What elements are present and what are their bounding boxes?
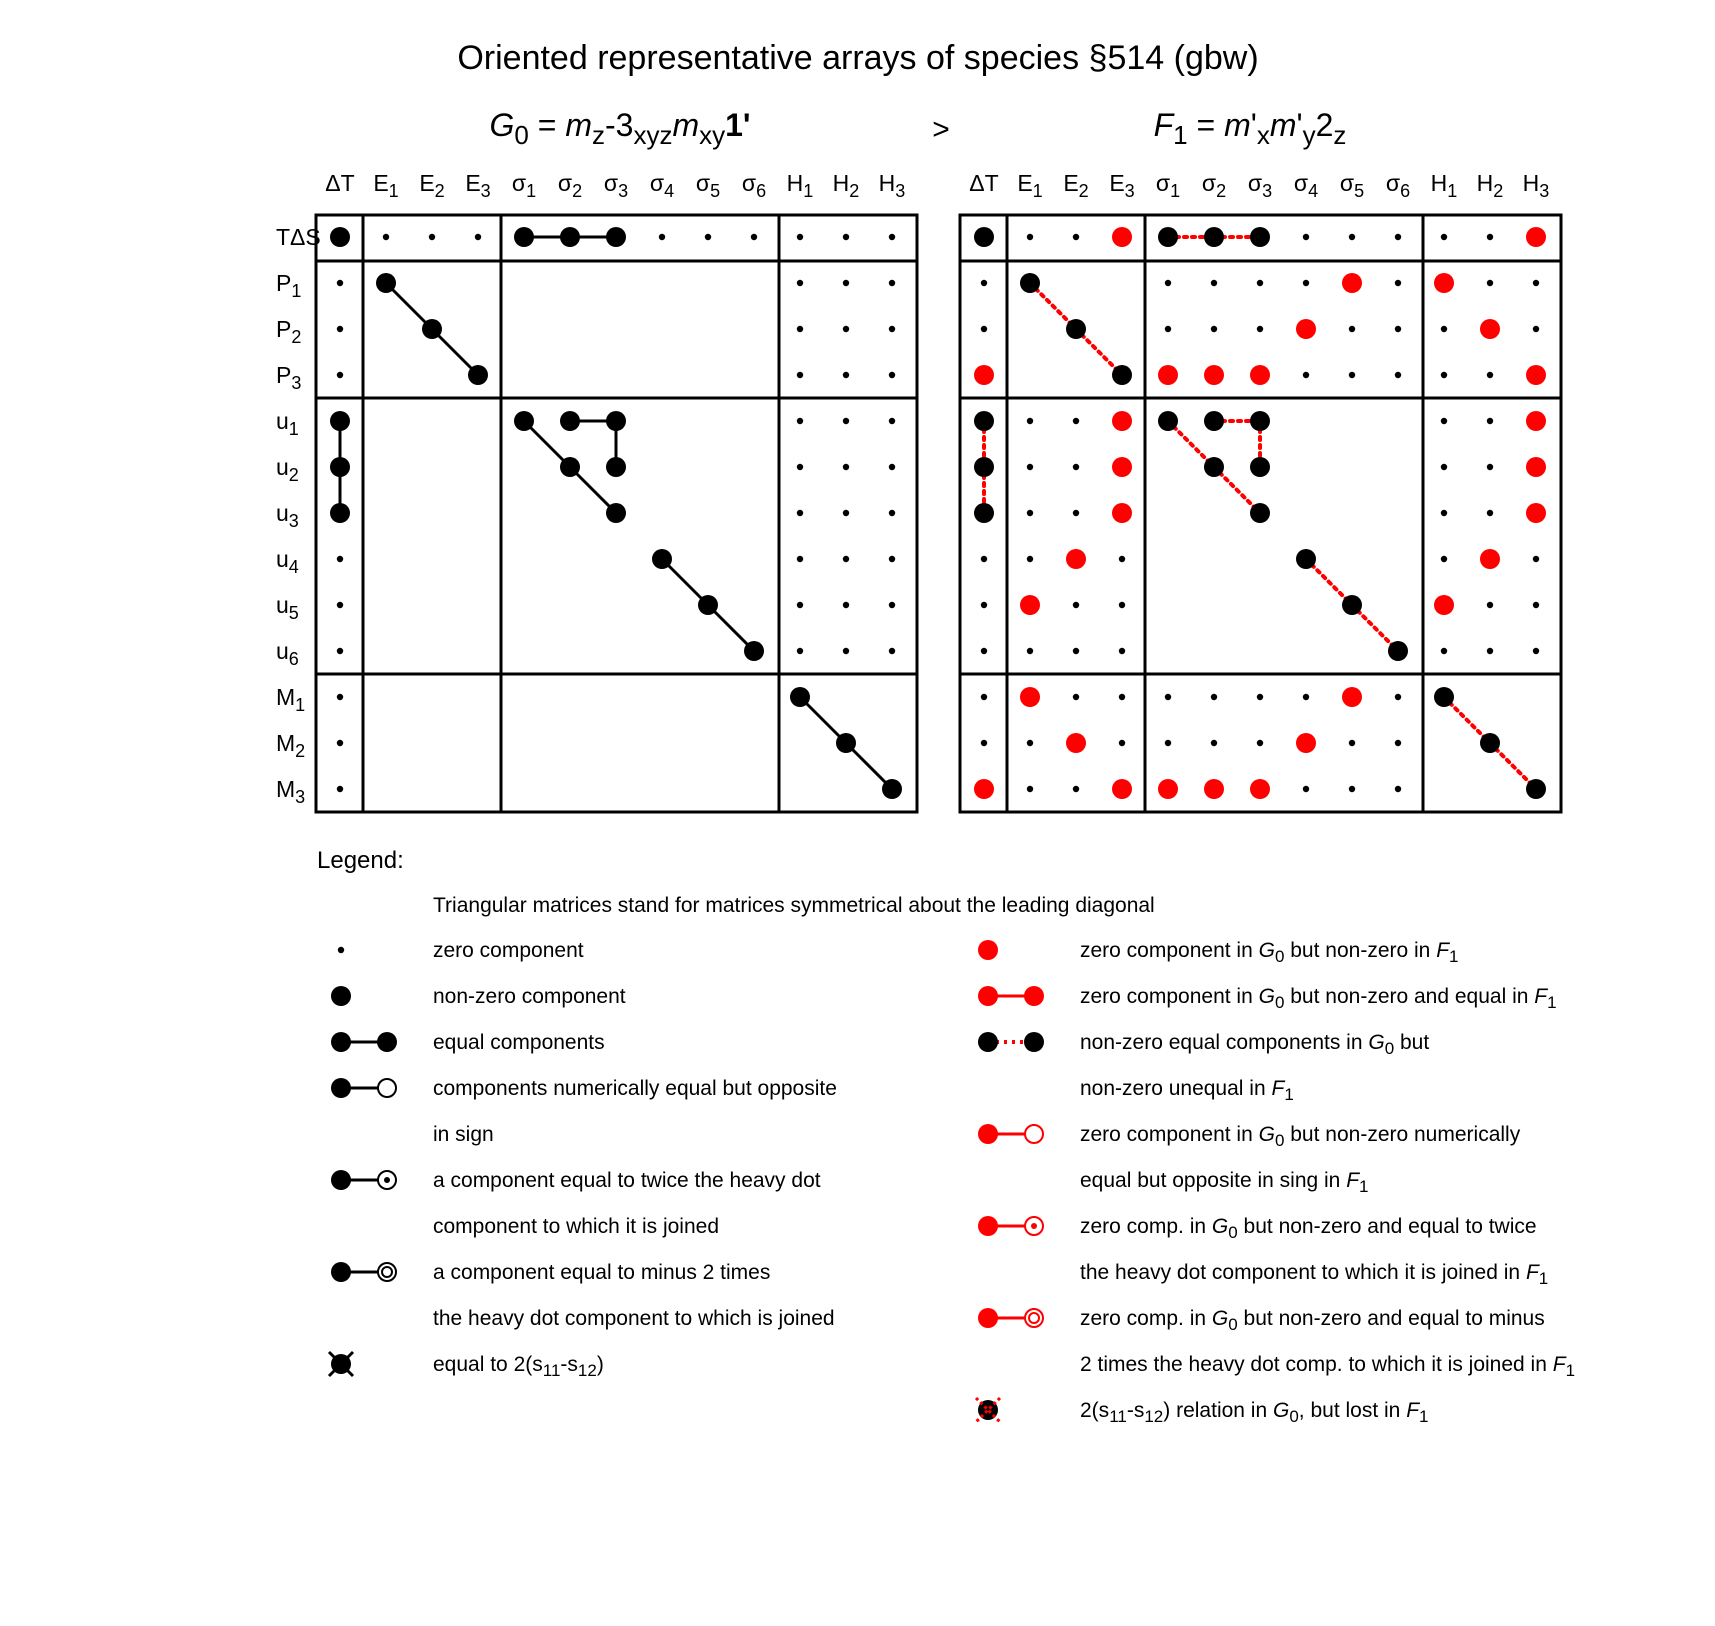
group-relation-symbol: > xyxy=(932,113,950,146)
right-matrix-zero-dot xyxy=(1487,510,1493,516)
right-matrix-zero-dot xyxy=(1441,234,1447,240)
right-matrix-zero-dot xyxy=(1165,740,1171,746)
left-matrix-nonzero-dot xyxy=(330,411,350,431)
right-matrix-col-label: E3 xyxy=(1109,170,1135,201)
right-matrix-zero-dot xyxy=(1073,602,1079,608)
right-matrix-zero-dot xyxy=(1349,786,1355,792)
right-group-formula xyxy=(1154,107,1347,150)
legend-center-dot xyxy=(1031,1223,1037,1229)
legend-heavy-dot xyxy=(1024,1032,1044,1052)
left-matrix-zero-dot xyxy=(889,280,895,286)
left-matrix-col-label: E3 xyxy=(465,170,491,201)
left-matrix-zero-dot xyxy=(843,648,849,654)
right-matrix-col-label: E2 xyxy=(1063,170,1089,201)
row-label: P3 xyxy=(276,362,302,393)
right-matrix-zero-dot xyxy=(1487,648,1493,654)
right-matrix xyxy=(960,170,1561,812)
legend-heavy-dot xyxy=(331,1078,351,1098)
left-matrix-col-label: σ2 xyxy=(557,170,583,201)
right-matrix-zero-dot xyxy=(1073,418,1079,424)
legend-heavy-dot xyxy=(331,986,351,1006)
right-matrix-nonzero-dot xyxy=(974,457,994,477)
right-matrix-zero-dot xyxy=(1533,648,1539,654)
legend-text: in sign xyxy=(433,1123,494,1146)
right-matrix-nonzero-dot xyxy=(1204,227,1224,247)
right-matrix-red-dot xyxy=(1434,273,1454,293)
right-matrix-nonzero-dot xyxy=(1250,457,1270,477)
right-matrix-red-dot xyxy=(1066,733,1086,753)
right-matrix-red-dot xyxy=(1250,365,1270,385)
legend-text: components numerically equal but opposite xyxy=(433,1077,837,1100)
right-matrix-zero-dot xyxy=(1027,786,1033,792)
right-matrix-red-dot xyxy=(1020,595,1040,615)
left-matrix-nonzero-dot xyxy=(514,411,534,431)
right-matrix-col-label: σ3 xyxy=(1247,170,1273,201)
row-label: TΔS xyxy=(276,224,321,250)
right-matrix-nonzero-dot xyxy=(1342,595,1362,615)
right-matrix-nonzero-dot xyxy=(1296,549,1316,569)
right-matrix-red-dot xyxy=(1526,365,1546,385)
right-matrix-zero-dot xyxy=(1119,740,1125,746)
left-matrix-nonzero-dot xyxy=(836,733,856,753)
right-matrix-col-label: H3 xyxy=(1522,170,1550,201)
right-matrix-zero-dot xyxy=(1487,280,1493,286)
right-matrix-red-dot xyxy=(1112,457,1132,477)
right-matrix-zero-dot xyxy=(1165,694,1171,700)
right-matrix-zero-dot xyxy=(1165,326,1171,332)
diagram-title: Oriented representative arrays of species §514 (gbw) xyxy=(457,39,1259,77)
right-matrix-zero-dot xyxy=(1303,280,1309,286)
right-matrix-zero-dot xyxy=(981,694,987,700)
right-matrix-col-label: E1 xyxy=(1017,170,1043,201)
left-matrix-zero-dot xyxy=(337,326,343,332)
legend-text: 2(s11-s12) relation in G0, but lost in F1 xyxy=(1080,1399,1429,1427)
left-matrix-nonzero-dot xyxy=(422,319,442,339)
right-matrix-zero-dot xyxy=(1303,372,1309,378)
left-matrix-col-label: σ5 xyxy=(695,170,721,201)
right-matrix-zero-dot xyxy=(1533,326,1539,332)
left-matrix-col-label: σ4 xyxy=(649,170,675,201)
right-matrix-zero-dot xyxy=(1073,510,1079,516)
left-matrix-zero-dot xyxy=(797,648,803,654)
right-matrix-nonzero-dot xyxy=(1388,641,1408,661)
right-matrix-col-label: σ4 xyxy=(1293,170,1319,201)
right-matrix-col-label: ΔT xyxy=(969,170,999,196)
left-matrix-zero-dot xyxy=(797,418,803,424)
left-matrix-col-label: σ3 xyxy=(603,170,629,201)
right-matrix-zero-dot xyxy=(981,648,987,654)
left-matrix-zero-dot xyxy=(843,372,849,378)
right-matrix-nonzero-dot xyxy=(1020,273,1040,293)
left-matrix-nonzero-dot xyxy=(698,595,718,615)
legend-text: a component equal to minus 2 times xyxy=(433,1261,771,1284)
left-matrix-zero-dot xyxy=(337,602,343,608)
right-matrix-zero-dot xyxy=(1487,372,1493,378)
left-matrix-zero-dot xyxy=(843,326,849,332)
right-matrix-zero-dot xyxy=(1349,234,1355,240)
right-matrix-red-dot xyxy=(1526,457,1546,477)
right-matrix-zero-dot xyxy=(1027,418,1033,424)
right-matrix-zero-dot xyxy=(1027,234,1033,240)
legend-heavy-dot xyxy=(978,986,998,1006)
left-matrix-nonzero-dot xyxy=(330,503,350,523)
left-matrix-col-label: H1 xyxy=(786,170,814,201)
left-matrix-zero-dot xyxy=(383,234,389,240)
left-matrix-zero-dot xyxy=(337,556,343,562)
right-matrix-nonzero-dot xyxy=(1066,319,1086,339)
legend-text: zero comp. in G0 but non-zero and equal to twice xyxy=(1080,1215,1537,1243)
legend-heavy-dot xyxy=(978,1308,998,1328)
left-matrix-zero-dot xyxy=(843,556,849,562)
legend-heavy-dot xyxy=(377,1032,397,1052)
left-matrix-nonzero-dot xyxy=(744,641,764,661)
right-matrix-nonzero-dot xyxy=(1158,411,1178,431)
right-matrix-zero-dot xyxy=(1027,740,1033,746)
legend-text: the heavy dot component to which it is joined in F1 xyxy=(1080,1261,1549,1289)
left-matrix-col-label: H2 xyxy=(832,170,860,201)
left-matrix-zero-dot xyxy=(797,602,803,608)
right-matrix-zero-dot xyxy=(1487,234,1493,240)
right-matrix-zero-dot xyxy=(1395,280,1401,286)
right-matrix-zero-dot xyxy=(1073,234,1079,240)
right-matrix-zero-dot xyxy=(1533,556,1539,562)
left-matrix-zero-dot xyxy=(797,556,803,562)
row-label: M3 xyxy=(276,776,306,807)
right-matrix-zero-dot xyxy=(1257,740,1263,746)
right-matrix-red-dot xyxy=(1112,227,1132,247)
right-matrix-zero-dot xyxy=(1027,556,1033,562)
right-matrix-red-dot xyxy=(974,365,994,385)
right-matrix-zero-dot xyxy=(1395,326,1401,332)
left-matrix-zero-dot xyxy=(797,372,803,378)
legend-text: 2 times the heavy dot comp. to which it is joined in F1 xyxy=(1080,1353,1576,1381)
legend-heavy-dot xyxy=(331,1170,351,1190)
legend xyxy=(329,939,1575,1426)
left-matrix-col-label: σ1 xyxy=(511,170,537,201)
right-matrix-zero-dot xyxy=(1257,694,1263,700)
right-matrix-zero-dot xyxy=(1165,280,1171,286)
right-matrix-red-dot xyxy=(1480,549,1500,569)
right-matrix-col-label: σ2 xyxy=(1201,170,1227,201)
right-matrix-red-dot xyxy=(1158,779,1178,799)
right-matrix-zero-dot xyxy=(1211,694,1217,700)
legend-heavy-dot xyxy=(1024,986,1044,1006)
left-matrix-col-label: E2 xyxy=(419,170,445,201)
right-matrix-nonzero-dot xyxy=(1250,227,1270,247)
legend-text: zero component in G0 but non-zero numerically xyxy=(1080,1123,1521,1151)
right-matrix-nonzero-dot xyxy=(1204,411,1224,431)
right-matrix-zero-dot xyxy=(1487,602,1493,608)
legend-heavy-dot xyxy=(331,1032,351,1052)
right-matrix-red-dot xyxy=(1158,365,1178,385)
right-matrix-nonzero-dot xyxy=(1158,227,1178,247)
right-matrix-zero-dot xyxy=(1395,694,1401,700)
legend-text: zero comp. in G0 but non-zero and equal to minus xyxy=(1080,1307,1545,1335)
left-matrix-nonzero-dot xyxy=(606,227,626,247)
right-matrix-zero-dot xyxy=(1441,648,1447,654)
left-matrix-col-label: H3 xyxy=(878,170,906,201)
right-matrix-zero-dot xyxy=(1441,372,1447,378)
right-matrix-col-label: H1 xyxy=(1430,170,1458,201)
left-matrix-zero-dot xyxy=(797,326,803,332)
right-matrix-zero-dot xyxy=(1441,464,1447,470)
left-matrix-col-label: ΔT xyxy=(325,170,355,196)
right-matrix-zero-dot xyxy=(1487,464,1493,470)
right-matrix-zero-dot xyxy=(981,740,987,746)
row-label: P1 xyxy=(276,270,302,301)
left-matrix-zero-dot xyxy=(429,234,435,240)
right-matrix-col-label: σ6 xyxy=(1385,170,1411,201)
right-matrix-nonzero-dot xyxy=(1250,411,1270,431)
right-matrix-red-dot xyxy=(1480,319,1500,339)
right-matrix-zero-dot xyxy=(1257,280,1263,286)
left-matrix-zero-dot xyxy=(797,510,803,516)
right-matrix-red-dot xyxy=(1204,779,1224,799)
right-matrix-zero-dot xyxy=(1441,418,1447,424)
legend-heavy-dot xyxy=(978,1032,998,1052)
left-matrix-zero-dot xyxy=(889,648,895,654)
legend-red-dot xyxy=(978,940,998,960)
right-matrix-red-dot xyxy=(1296,319,1316,339)
right-matrix-col-label: H2 xyxy=(1476,170,1504,201)
left-matrix-zero-dot xyxy=(475,234,481,240)
right-matrix-zero-dot xyxy=(1533,280,1539,286)
right-matrix-nonzero-dot xyxy=(974,227,994,247)
legend-text: zero component in G0 but non-zero and equal in F1 xyxy=(1080,985,1557,1013)
right-matrix-zero-dot xyxy=(1073,786,1079,792)
left-matrix-zero-dot xyxy=(843,602,849,608)
right-matrix-nonzero-dot xyxy=(1112,365,1132,385)
right-matrix-zero-dot xyxy=(1211,740,1217,746)
right-matrix-zero-dot xyxy=(1303,234,1309,240)
legend-text: zero component in G0 but non-zero in F1 xyxy=(1080,939,1459,967)
left-matrix-zero-dot xyxy=(797,464,803,470)
legend-heavy-dot xyxy=(978,1216,998,1236)
left-matrix-zero-dot xyxy=(337,648,343,654)
left-matrix-nonzero-dot xyxy=(560,411,580,431)
left-matrix-zero-dot xyxy=(337,786,343,792)
right-matrix-zero-dot xyxy=(1073,464,1079,470)
left-group-formula xyxy=(490,107,751,150)
right-matrix-zero-dot xyxy=(1303,694,1309,700)
row-label: u4 xyxy=(276,546,299,577)
left-matrix-zero-dot xyxy=(889,510,895,516)
right-matrix-red-dot xyxy=(1526,503,1546,523)
right-matrix-zero-dot xyxy=(1257,326,1263,332)
left-matrix-zero-dot xyxy=(843,234,849,240)
left-matrix-nonzero-dot xyxy=(790,687,810,707)
right-matrix-zero-dot xyxy=(1395,740,1401,746)
right-matrix-red-dot xyxy=(1342,687,1362,707)
right-matrix-red-dot xyxy=(1250,779,1270,799)
left-matrix-zero-dot xyxy=(843,418,849,424)
left-matrix-zero-dot xyxy=(889,326,895,332)
row-label: u2 xyxy=(276,454,299,485)
left-matrix xyxy=(276,170,917,812)
left-matrix-zero-dot xyxy=(659,234,665,240)
left-matrix-nonzero-dot xyxy=(560,227,580,247)
right-matrix-red-dot xyxy=(1112,503,1132,523)
legend-text: non-zero unequal in F1 xyxy=(1080,1077,1294,1105)
right-matrix-zero-dot xyxy=(1211,280,1217,286)
right-matrix-red-dot xyxy=(1526,227,1546,247)
right-matrix-zero-dot xyxy=(1303,786,1309,792)
left-matrix-nonzero-dot xyxy=(468,365,488,385)
left-matrix-zero-dot xyxy=(843,280,849,286)
right-matrix-red-dot xyxy=(1066,549,1086,569)
right-matrix-zero-dot xyxy=(981,280,987,286)
left-matrix-zero-dot xyxy=(889,234,895,240)
left-matrix-nonzero-dot xyxy=(560,457,580,477)
left-matrix-zero-dot xyxy=(337,372,343,378)
right-matrix-zero-dot xyxy=(1073,694,1079,700)
left-matrix-col-label: σ6 xyxy=(741,170,767,201)
right-matrix-zero-dot xyxy=(1027,510,1033,516)
left-matrix-zero-dot xyxy=(889,556,895,562)
right-matrix-zero-dot xyxy=(1073,648,1079,654)
left-formula-text: G0 = mz-3xyzmxy1' xyxy=(489,107,751,151)
left-matrix-zero-dot xyxy=(337,280,343,286)
left-matrix-nonzero-dot xyxy=(330,227,350,247)
right-matrix-zero-dot xyxy=(1395,786,1401,792)
legend-text: non-zero equal components in G0 but xyxy=(1080,1031,1430,1059)
legend-heavy-dot xyxy=(978,1124,998,1144)
legend-center-dot xyxy=(384,1177,390,1183)
left-matrix-nonzero-dot xyxy=(606,457,626,477)
right-matrix-red-dot xyxy=(1296,733,1316,753)
right-matrix-nonzero-dot xyxy=(1250,503,1270,523)
row-label: M2 xyxy=(276,730,306,761)
right-matrix-zero-dot xyxy=(1395,372,1401,378)
legend-open-circle xyxy=(378,1263,396,1281)
left-matrix-nonzero-dot xyxy=(652,549,672,569)
legend-text: a component equal to twice the heavy dot xyxy=(433,1169,821,1192)
legend-open-circle xyxy=(378,1079,396,1097)
right-matrix-zero-dot xyxy=(1441,326,1447,332)
right-matrix-zero-dot xyxy=(1027,648,1033,654)
row-label: u1 xyxy=(276,408,299,439)
legend-text: zero component xyxy=(433,939,584,962)
legend-heading: Legend: xyxy=(317,847,404,874)
row-label: u6 xyxy=(276,638,299,669)
legend-open-circle xyxy=(1025,1309,1043,1327)
left-matrix-nonzero-dot xyxy=(882,779,902,799)
right-matrix-red-dot xyxy=(1342,273,1362,293)
right-matrix-zero-dot xyxy=(1119,694,1125,700)
legend-text: non-zero component xyxy=(433,985,626,1008)
left-matrix-zero-dot xyxy=(705,234,711,240)
left-matrix-zero-dot xyxy=(889,464,895,470)
legend-text: equal but opposite in sing in F1 xyxy=(1080,1169,1369,1197)
right-matrix-zero-dot xyxy=(1349,740,1355,746)
legend-text: the heavy dot component to which is joined xyxy=(433,1307,835,1330)
right-matrix-red-dot xyxy=(1526,411,1546,431)
right-matrix-red-dot xyxy=(1434,595,1454,615)
legend-zero-dot xyxy=(338,947,344,953)
row-label: P2 xyxy=(276,316,302,347)
right-matrix-zero-dot xyxy=(1119,602,1125,608)
legend-text: equal components xyxy=(433,1031,605,1054)
left-matrix-nonzero-dot xyxy=(606,503,626,523)
right-matrix-zero-dot xyxy=(1027,464,1033,470)
left-matrix-nonzero-dot xyxy=(606,411,626,431)
left-matrix-zero-dot xyxy=(797,280,803,286)
right-matrix-zero-dot xyxy=(1441,510,1447,516)
right-matrix-red-dot xyxy=(974,779,994,799)
left-matrix-nonzero-dot xyxy=(330,457,350,477)
legend-text: equal to 2(s11-s12) xyxy=(433,1353,604,1381)
legend-heavy-dot xyxy=(331,1262,351,1282)
right-matrix-zero-dot xyxy=(1349,326,1355,332)
right-matrix-col-label: σ1 xyxy=(1155,170,1181,201)
left-matrix-col-label: E1 xyxy=(373,170,399,201)
right-matrix-col-label: σ5 xyxy=(1339,170,1365,201)
right-matrix-zero-dot xyxy=(1119,556,1125,562)
right-matrix-nonzero-dot xyxy=(1480,733,1500,753)
legend-text: component to which it is joined xyxy=(433,1215,719,1238)
right-matrix-nonzero-dot xyxy=(1526,779,1546,799)
right-matrix-zero-dot xyxy=(981,556,987,562)
right-matrix-zero-dot xyxy=(1487,418,1493,424)
legend-note: Triangular matrices stand for matrices symmetrical about the leading diagonal xyxy=(433,894,1155,917)
legend-open-circle xyxy=(1025,1125,1043,1143)
left-matrix-zero-dot xyxy=(797,234,803,240)
right-matrix-nonzero-dot xyxy=(974,411,994,431)
left-matrix-zero-dot xyxy=(751,234,757,240)
left-matrix-zero-dot xyxy=(337,740,343,746)
right-matrix-red-dot xyxy=(1204,365,1224,385)
right-matrix-zero-dot xyxy=(1119,648,1125,654)
right-matrix-zero-dot xyxy=(981,602,987,608)
right-matrix-red-dot xyxy=(1112,411,1132,431)
row-label: M1 xyxy=(276,684,306,715)
left-matrix-zero-dot xyxy=(889,602,895,608)
right-matrix-zero-dot xyxy=(981,326,987,332)
right-matrix-zero-dot xyxy=(1349,372,1355,378)
right-formula-text: F1 = m'xm'y2z xyxy=(1153,107,1347,151)
right-matrix-zero-dot xyxy=(1441,556,1447,562)
right-matrix-red-dot xyxy=(1112,779,1132,799)
row-label: u3 xyxy=(276,500,299,531)
left-matrix-nonzero-dot xyxy=(514,227,534,247)
left-matrix-zero-dot xyxy=(843,464,849,470)
left-matrix-zero-dot xyxy=(889,372,895,378)
right-matrix-zero-dot xyxy=(1533,602,1539,608)
row-label: u5 xyxy=(276,592,299,623)
right-matrix-zero-dot xyxy=(1211,326,1217,332)
right-matrix-nonzero-dot xyxy=(1434,687,1454,707)
left-matrix-zero-dot xyxy=(889,418,895,424)
left-matrix-nonzero-dot xyxy=(376,273,396,293)
right-matrix-nonzero-dot xyxy=(974,503,994,523)
right-matrix-red-dot xyxy=(1020,687,1040,707)
left-matrix-zero-dot xyxy=(843,510,849,516)
left-matrix-zero-dot xyxy=(337,694,343,700)
right-matrix-nonzero-dot xyxy=(1204,457,1224,477)
right-matrix-zero-dot xyxy=(1395,234,1401,240)
